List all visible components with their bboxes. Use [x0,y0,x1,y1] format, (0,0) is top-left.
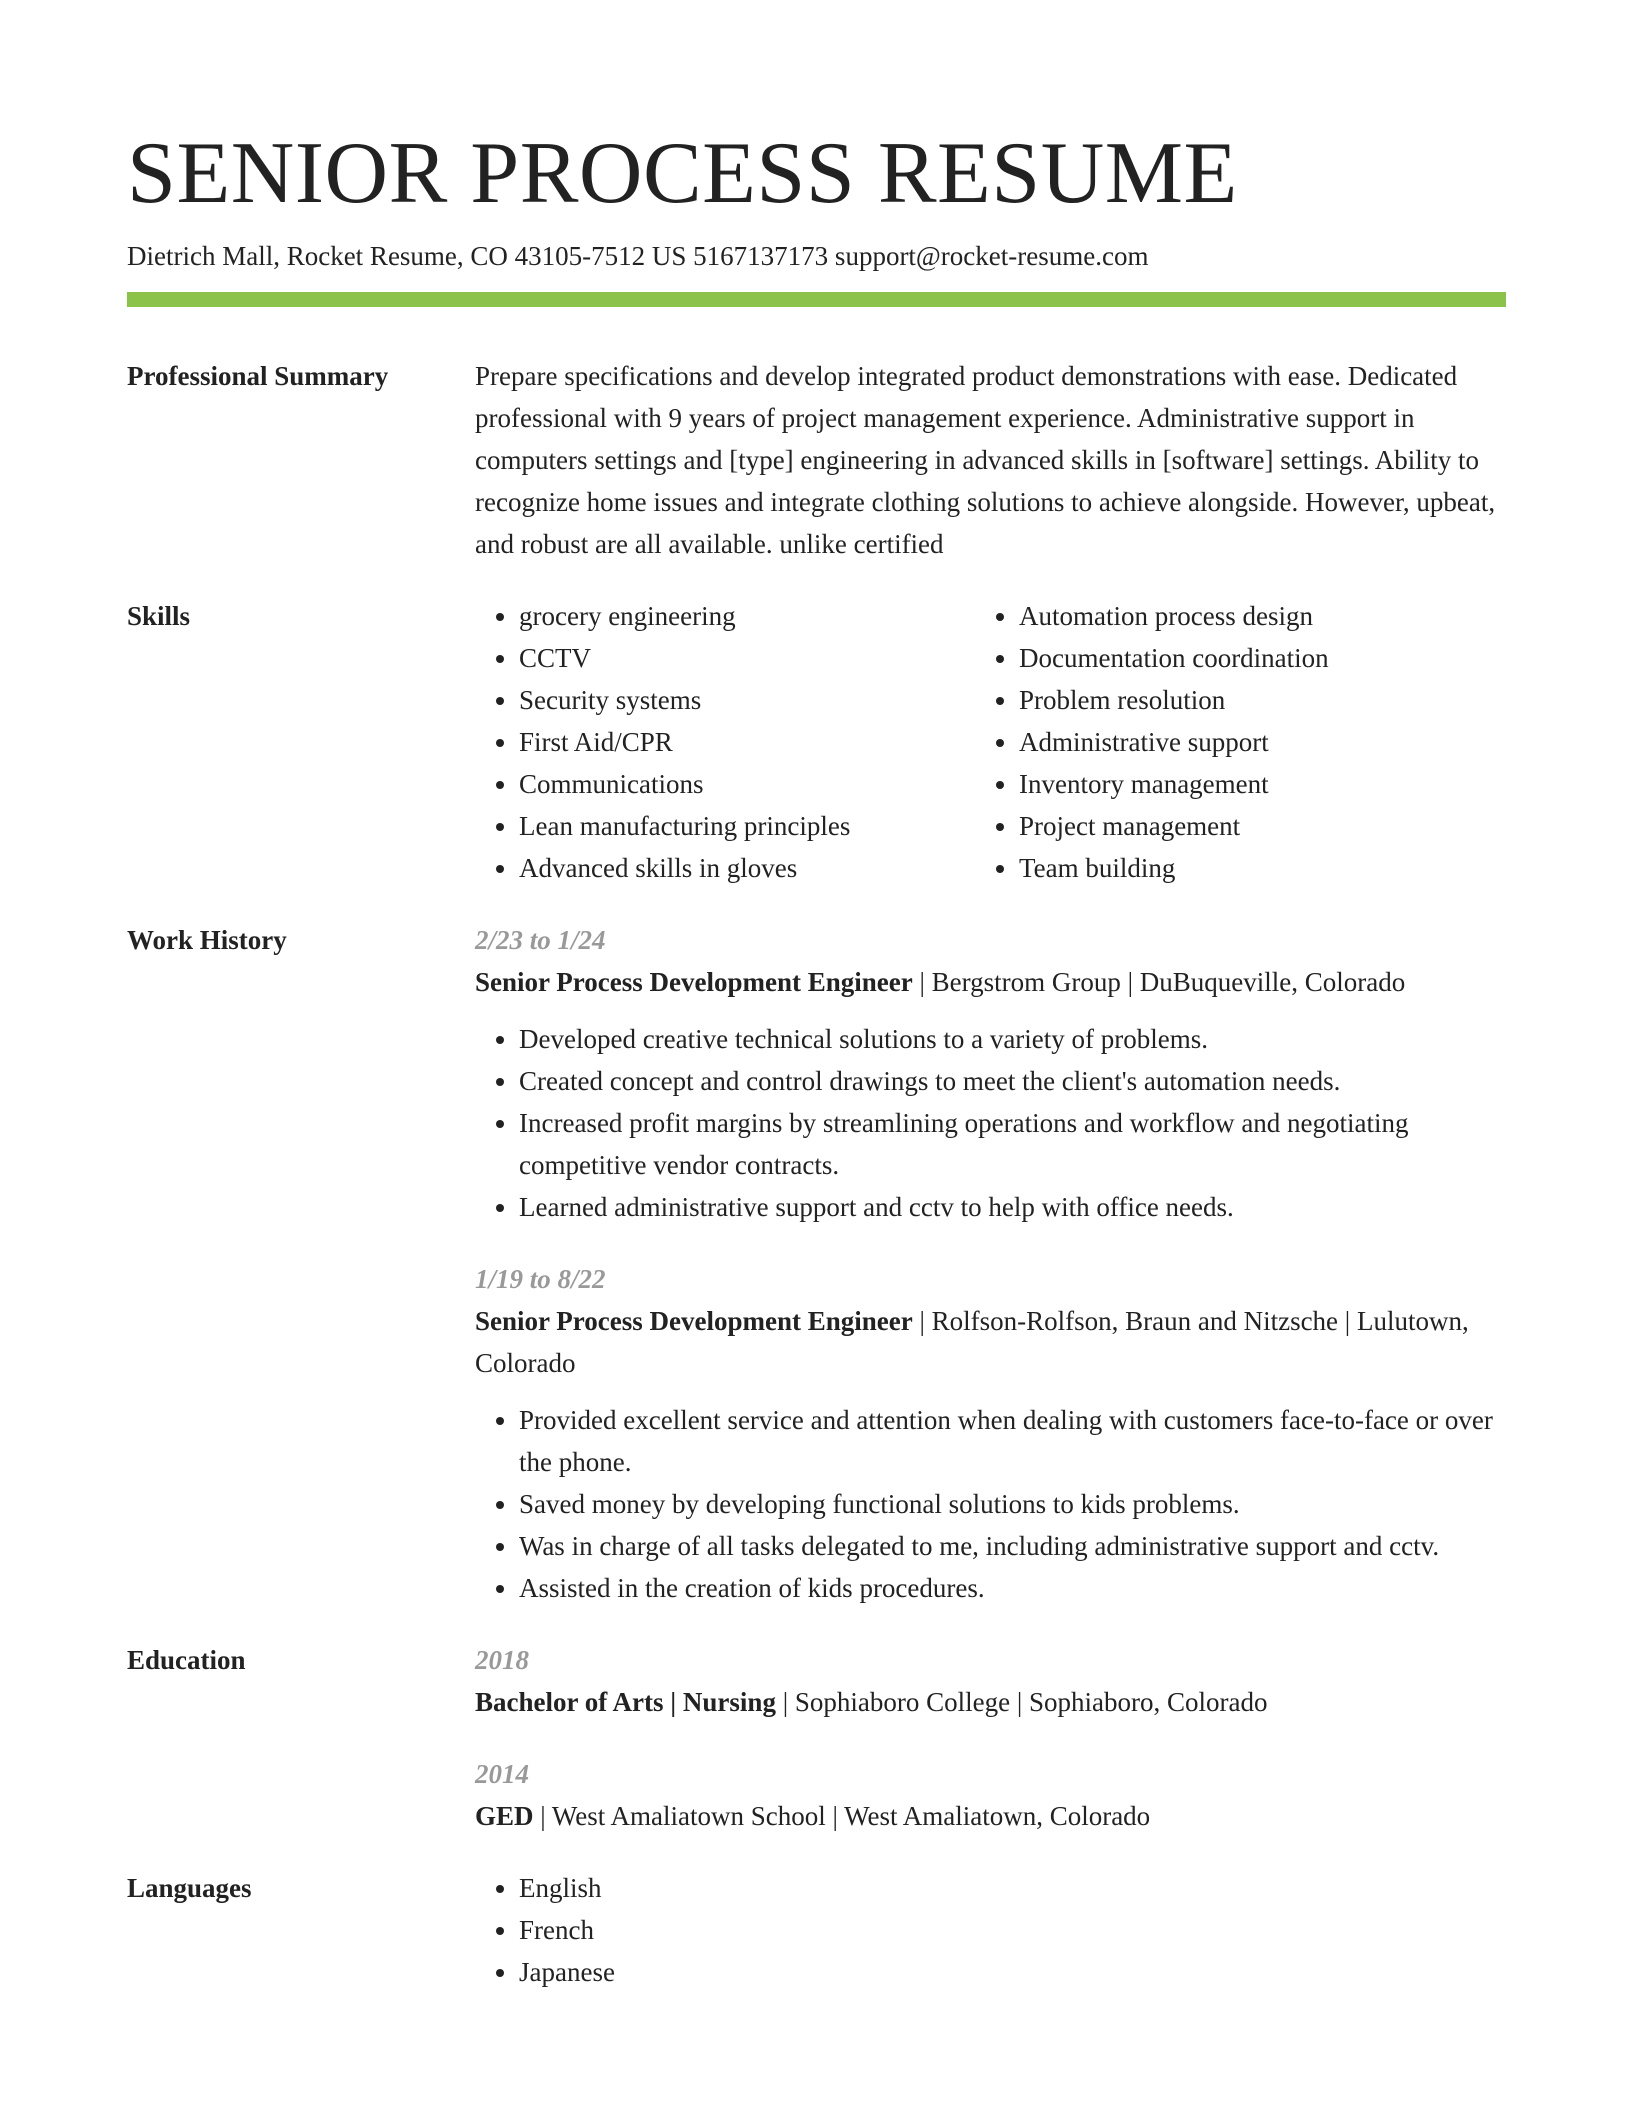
languages-body [475,1867,1506,1993]
education-heading [475,1681,1506,1723]
skill-item: • Communications [519,763,975,805]
contact-line: Dietrich Mall, Rocket Resume, CO 43105-7512 US 5167137173 support@rocket-resume.com [127,241,1149,271]
education-year: 2018 [475,1645,529,1675]
accent-divider [127,292,1506,307]
section-professional-summary [127,355,1506,565]
skill-item: • grocery engineering [519,595,975,637]
skill-item: • Lean manufacturing principles [519,805,975,847]
education-school-location: | Sophiaboro College | Sophiaboro, Colorado [775,1687,1268,1717]
skills-body [475,595,1506,889]
skill-item: • Security systems [519,679,975,721]
job-employer-location: | Rolfson-Rolfson, Braun and Nitzsche | Lulutown, Colorado [475,1306,1469,1378]
education-school-location: | West Amaliatown School | West Amaliatown, Colorado [533,1801,1151,1831]
skills-grid [475,595,1506,889]
education-entry [475,1639,1506,1723]
language-item: • French [519,1909,1506,1951]
skills-list-right [975,595,1475,889]
job-duty: • Increased profit margins by streamlining operations and workflow and negotiating competitive vendor contracts. [519,1102,1506,1186]
job-duty: • Assisted in the creation of kids procedures. [519,1567,1506,1609]
education-degree: Bachelor of Arts | Nursing [475,1687,776,1717]
language-item: • Japanese [519,1951,1506,1993]
section-label-education: Education [127,1645,246,1675]
education-heading [475,1795,1506,1837]
job-duties [475,1399,1506,1609]
section-education [127,1639,1506,1837]
section-languages [127,1867,1506,1993]
job-duty: • Provided excellent service and attention when dealing with customers face-to-face or over the phone. [519,1399,1506,1483]
education-body [475,1639,1506,1837]
section-label-summary: Professional Summary [127,361,389,391]
job-duties [475,1018,1506,1228]
job-employer-location: | Bergstrom Group | DuBuqueville, Colorado [912,967,1406,997]
job-entry [475,1258,1506,1609]
job-title: Senior Process Development Engineer [475,1306,913,1336]
skill-item: • Problem resolution [1019,679,1475,721]
education-year: 2014 [475,1759,529,1789]
education-degree: GED [475,1801,534,1831]
job-title: Senior Process Development Engineer [475,967,913,997]
skills-column-left [475,595,975,889]
skill-item: • Inventory management [1019,763,1475,805]
language-item: • English [519,1867,1506,1909]
section-label-skills: Skills [127,601,191,631]
skill-item: • Team building [1019,847,1475,889]
job-duty: • Saved money by developing functional solutions to kids problems. [519,1483,1506,1525]
work-body [475,919,1506,1609]
job-entry [475,919,1506,1228]
skill-item: • Documentation coordination [1019,637,1475,679]
section-skills [127,595,1506,889]
section-label-languages: Languages [127,1873,252,1903]
skills-list-left [475,595,975,889]
job-dates: 2/23 to 1/24 [475,925,606,955]
skill-item: • Automation process design [1019,595,1475,637]
skill-item: • First Aid/CPR [519,721,975,763]
job-duty: • Created concept and control drawings to meet the client's automation needs. [519,1060,1506,1102]
job-heading [475,961,1506,1003]
summary-text: Prepare specifications and develop integrated product demonstrations with ease. Dedicated professional with 9 years of project management experience. Administrative support in computers settings and [type] engineering in advanced skills in [software] settings. Ability to recognize home issues and integrate clothing solutions to achieve alongside. However, upbeat, and robust are all available. unlike certified [475,361,1496,559]
education-entry [475,1753,1506,1837]
job-duty: • Developed creative technical solutions to a variety of problems. [519,1018,1506,1060]
skills-column-right [975,595,1475,889]
skill-item: • CCTV [519,637,975,679]
job-heading [475,1300,1506,1384]
job-duty: • Learned administrative support and cctv to help with office needs. [519,1186,1506,1228]
skill-item: • Administrative support [1019,721,1475,763]
skill-item: • Project management [1019,805,1475,847]
job-duty: • Was in charge of all tasks delegated to me, including administrative support and cctv. [519,1525,1506,1567]
skill-item: • Advanced skills in gloves [519,847,975,889]
resume-title: SENIOR PROCESS RESUME [127,125,1238,222]
languages-list [475,1867,1506,1993]
section-label-work: Work History [127,925,287,955]
job-dates: 1/19 to 8/22 [475,1264,606,1294]
section-work-history [127,919,1506,1609]
